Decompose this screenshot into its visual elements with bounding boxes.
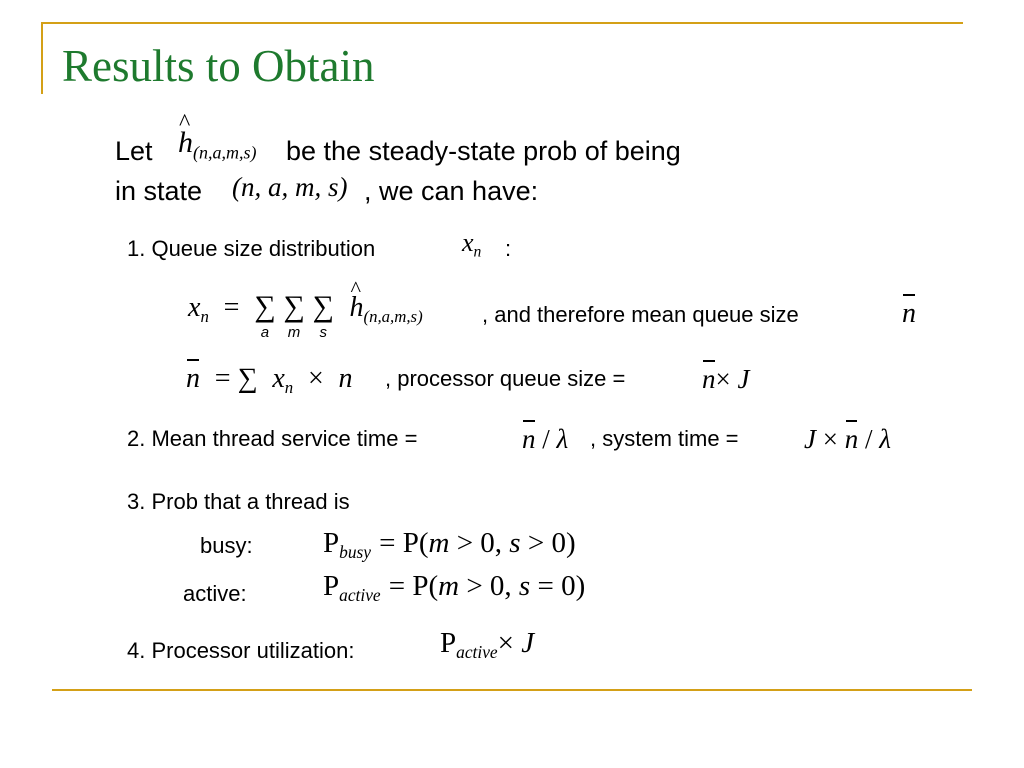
formula-p-busy: $P_{busy} = P(m > 0$, s > 0) [323, 527, 576, 563]
intro-in-state: in state [115, 176, 203, 206]
item-thread-service: 2. Mean thread service time = [127, 426, 418, 451]
item-queue-colon: : [505, 236, 512, 261]
item-proc-util: 4. Processor utilization: [127, 638, 355, 663]
formula-j-nbar-lambda: J × n / λ [804, 424, 891, 454]
intro-let: Let [115, 136, 153, 166]
intro-be: be the steady-state prob of being [286, 136, 681, 166]
item-mean-queue: , and therefore mean queue size [482, 302, 799, 327]
item-prob-thread: 3. Prob that a thread is [127, 489, 350, 514]
formula-nbar-sum: n = ∑ $x_n \times n$ [186, 363, 353, 397]
formula-nbar: n [902, 298, 916, 329]
formula-p-active-j: $P_{active}\times J$ [440, 627, 535, 663]
formula-nbar-j: n× J [702, 364, 750, 394]
top-rule [41, 22, 963, 24]
formula-p-active: $P_{active} = P(m > 0$, s = 0) [323, 570, 586, 606]
item-busy-label: busy: [200, 533, 253, 558]
formula-h-hat: ^ $h_{(n,a,m,s)}$ [178, 126, 257, 163]
item-active-label: active: [183, 581, 247, 606]
item-system-time: , system time = [590, 426, 739, 451]
formula-nbar-lambda: n / λ [522, 424, 569, 454]
formula-xn: $x_n$ [462, 228, 482, 261]
intro-we-can: , we can have: [364, 176, 539, 206]
bottom-rule [52, 689, 972, 691]
slide-title: Results to Obtain [62, 41, 375, 91]
formula-xn-sum: $x_n$ = ∑ a ∑ m ∑ s ^ $h_{(n,a,m,s)}$ [188, 290, 423, 327]
item-proc-queue: , processor queue size = [385, 366, 626, 391]
left-rule [41, 22, 43, 94]
item-queue-dist: 1. Queue size distribution [127, 236, 376, 261]
formula-state-tuple: (n, a, m, s) [232, 172, 348, 202]
